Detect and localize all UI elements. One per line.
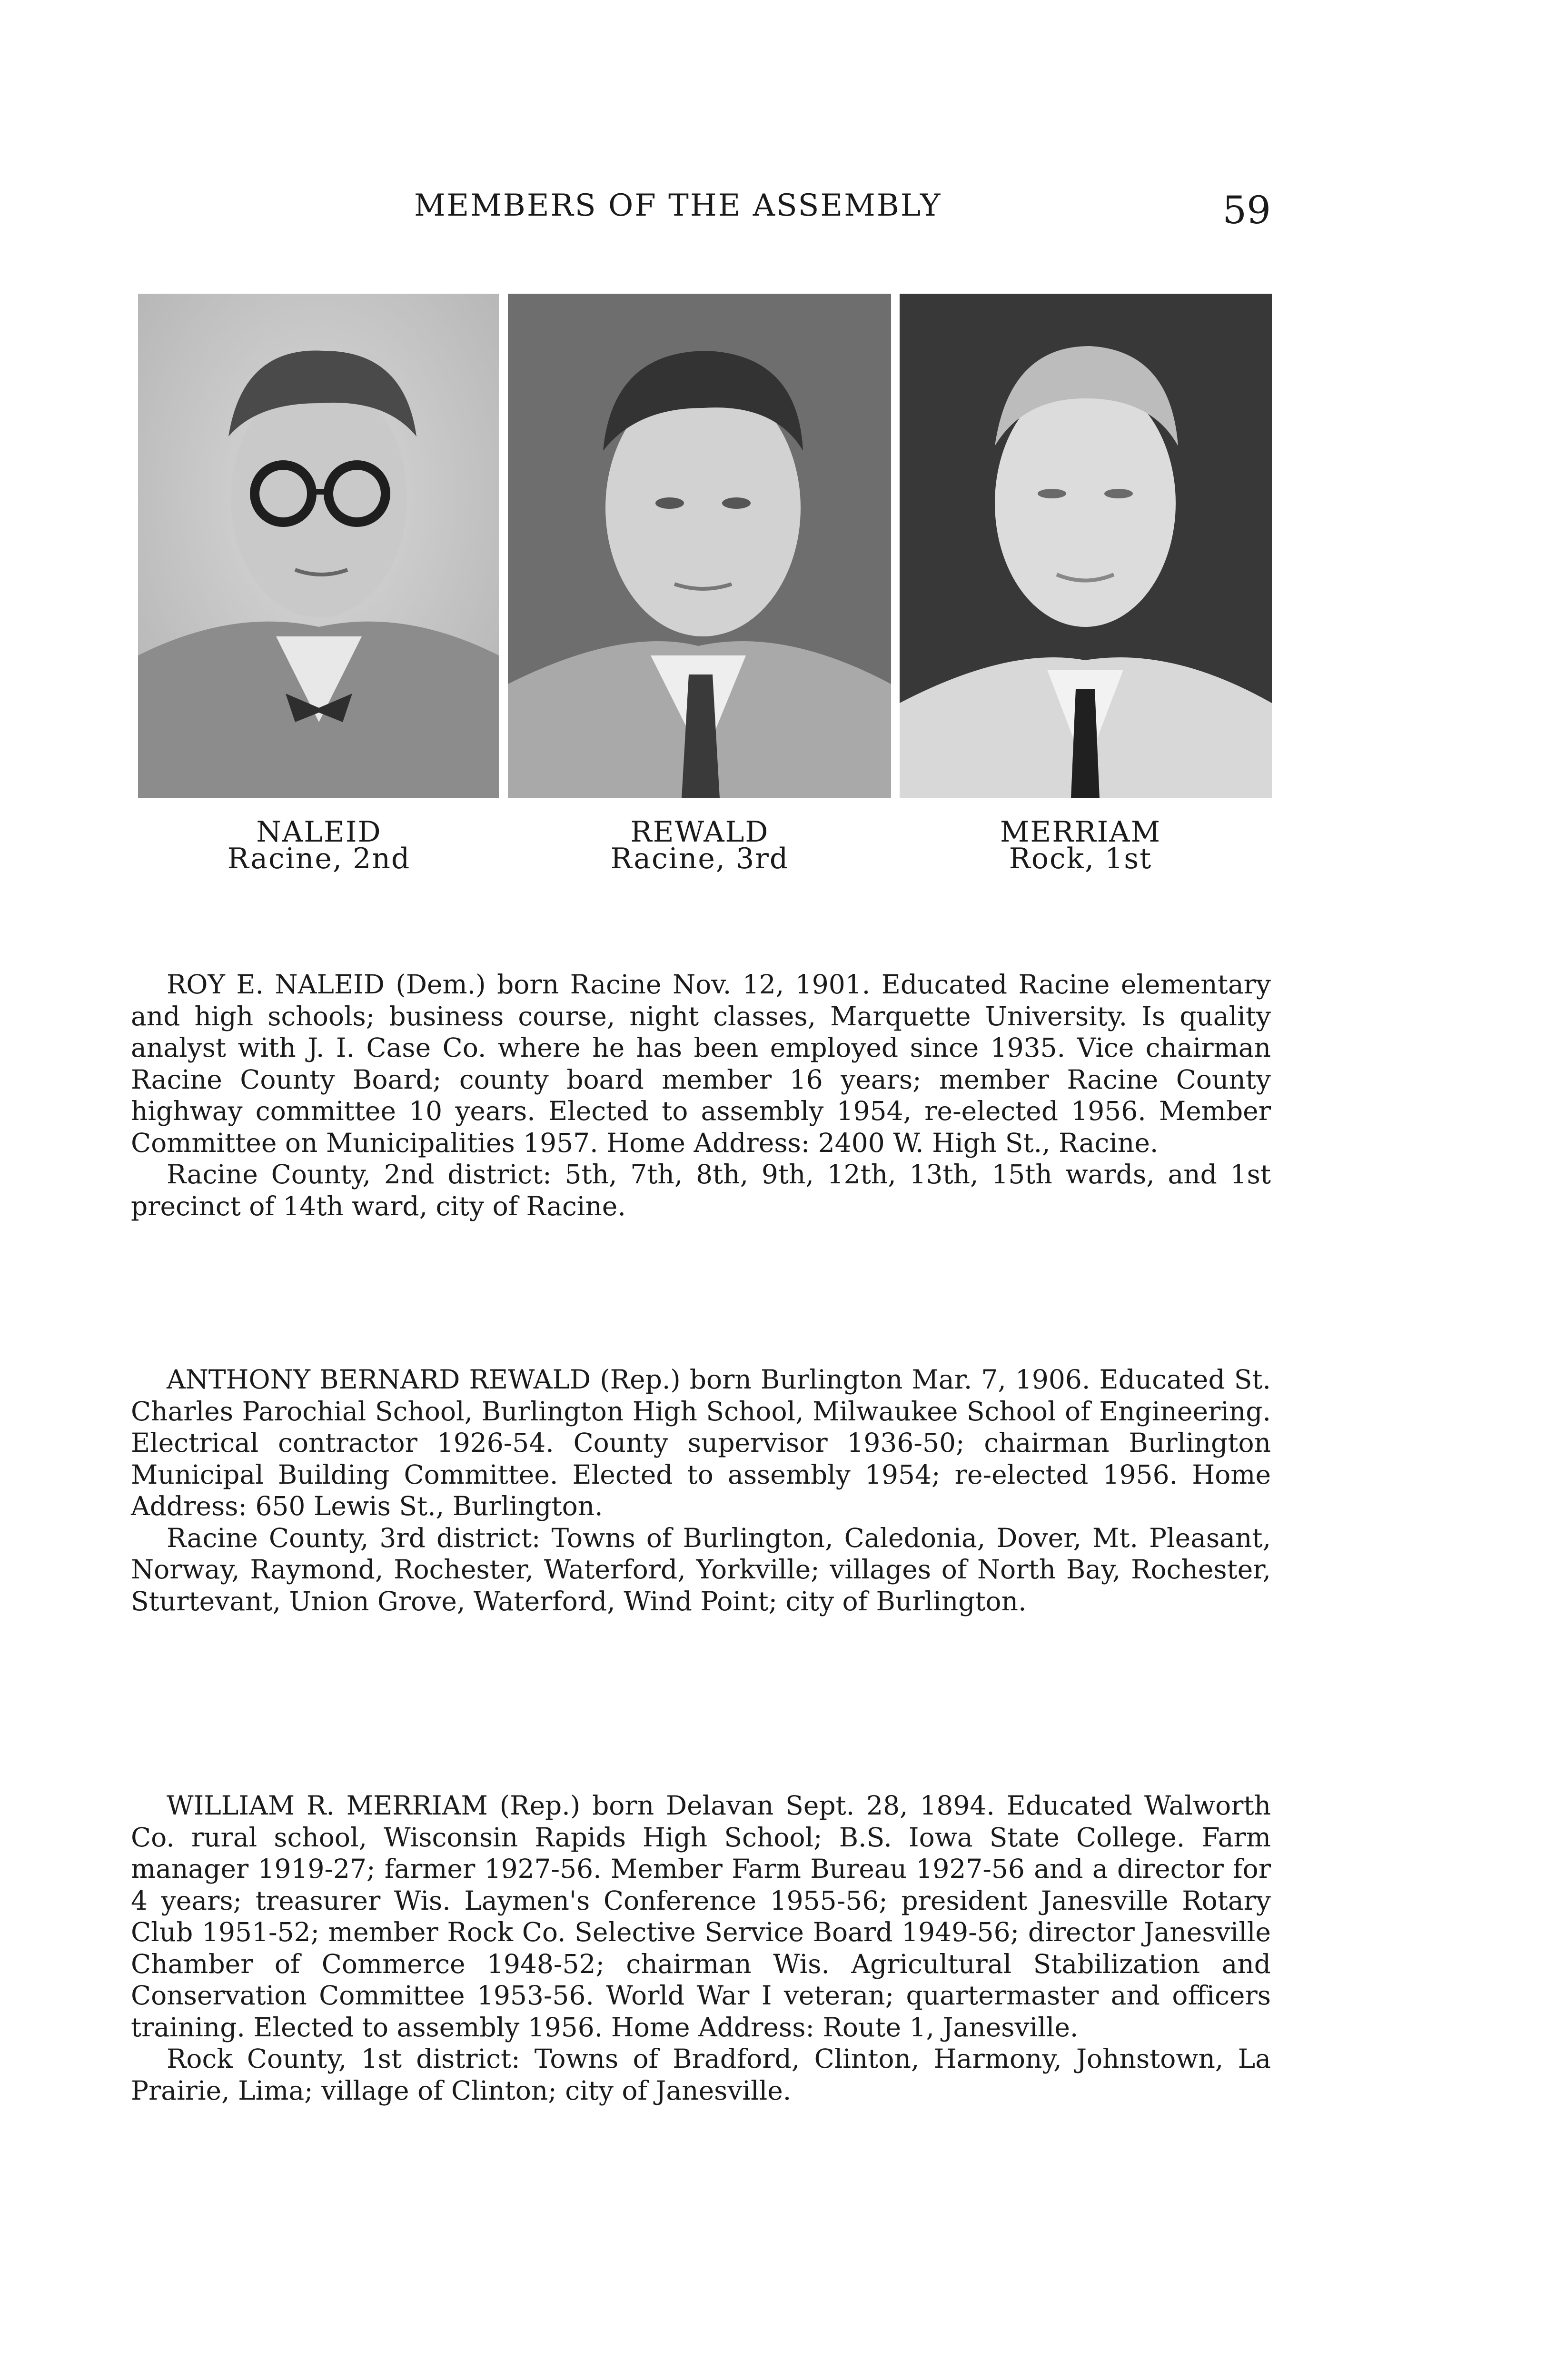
portrait-rewald — [508, 294, 891, 798]
bio-rewald — [131, 1364, 1271, 1617]
caption-district: Racine, 3rd — [610, 842, 789, 875]
bio-text: WILLIAM R. MERRIAM (Rep.) born Delavan Sept. 28, 1894. Educated Walworth Co. rural school, Wisconsin Rapids High School; B.S. Iowa State College. Farm manager 1919-27; farmer 1927-56. Member Farm Bureau 1927-56 and a director for 4 years; treasurer Wis. Laymen's Conference 1955-56; president Janesville Rotary Club 1951-52; member Rock Co. Selective Service Board 1949-56; director Janesville Chamber of Commerce 1948-52; chairman Wis. Agricultural Stabilization and Conservation Committee 1953-56. World War I veteran; quartermaster and officers training. Elected to assembly 1956. Home Address: Route 1, Janesville. — [131, 1790, 1271, 2043]
caption-merriam — [900, 815, 1261, 875]
bio-merriam — [131, 1790, 1271, 2106]
district-text: Racine County, 3rd district: Towns of Burlington, Caledonia, Dover, Mt. Pleasant, Norway, Raymond, Rochester, Waterford, Yorkville; villages of North Bay, Rochester, Sturtevant, Union Grove, Waterford, Wind Point; city of Burlington. — [131, 1522, 1271, 1616]
portrait-merriam — [900, 294, 1272, 798]
caption-name: MERRIAM — [1000, 815, 1161, 849]
caption-district: Racine, 2nd — [227, 842, 411, 875]
bio-text: ANTHONY BERNARD REWALD (Rep.) born Burlington Mar. 7, 1906. Educated St. Charles Parochial School, Burlington High School, Milwaukee School of Engineering. Electrical contractor 1926-54. County supervisor 1936-50; chairman Burlington Municipal Building Committee. Elected to assembly 1954; re-elected 1956. Home Address: 650 Lewis St., Burlington. — [131, 1364, 1271, 1521]
bio-naleid — [131, 969, 1271, 1222]
caption-rewald — [519, 815, 881, 875]
caption-name: NALEID — [256, 815, 382, 849]
district-text: Rock County, 1st district: Towns of Bradford, Clinton, Harmony, Johnstown, La Prairie, Lima; village of Clinton; city of Janesville. — [131, 2043, 1271, 2106]
district-text: Racine County, 2nd district: 5th, 7th, 8th, 9th, 12th, 13th, 15th wards, and 1st precinct of 14th ward, city of Racine. — [131, 1159, 1271, 1221]
caption-name: REWALD — [630, 815, 769, 849]
page-header — [129, 188, 1271, 240]
caption-district: Rock, 1st — [1009, 842, 1152, 875]
bio-text: ROY E. NALEID (Dem.) born Racine Nov. 12, 1901. Educated Racine elementary and high schools; business course, night classes, Marquette University. Is quality analyst with J. I. Case Co. where he has been employed since 1935. Vice chairman Racine County Board; county board member 16 years; member Racine County highway committee 10 years. Elected to assembly 1954, re-elected 1956. Member Committee on Municipalities 1957. Home Address: 2400 W. High St., Racine. — [131, 969, 1271, 1158]
portrait-row — [0, 294, 1546, 798]
portrait-naleid — [138, 294, 499, 798]
caption-naleid — [138, 815, 500, 875]
page-title: MEMBERS OF THE ASSEMBLY — [414, 188, 942, 223]
page-number: 59 — [1222, 188, 1271, 232]
